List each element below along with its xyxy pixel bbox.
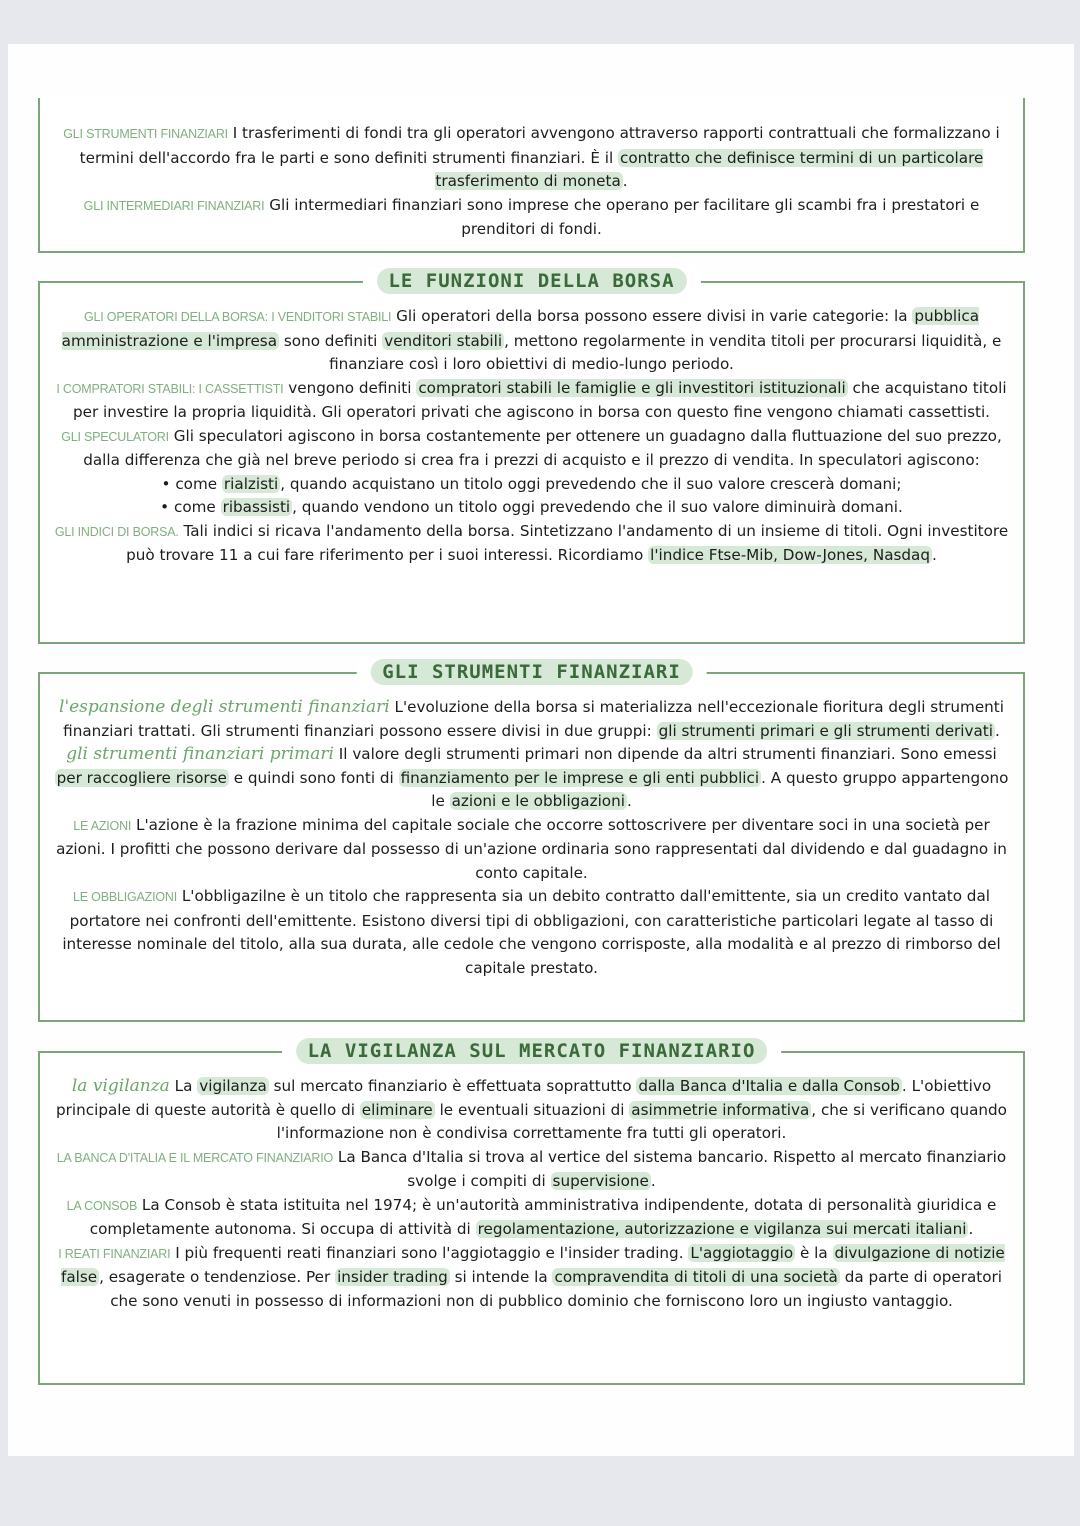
paragraph-banca-italia: LA BANCA D'ITALIA E IL MERCATO FINANZIARIO La Banca d'Italia si trova al vertice del sistema bancario. Rispetto al mercato finanziario svolge i compiti di supervisione . <box>56 1147 1007 1190</box>
paragraph-azioni: LE AZIONI L'azione è la frazione minima del capitale sociale che occorre sottoscrivere per diventare soci in una società per azioni. I profitti che possono derivare dal possesso di un'azione ordinaria sono rappresentati dal dividendo e dal guadagno in conto capitale. <box>56 815 1007 882</box>
section-title: LA VIGILANZA SUL MERCATO FINANZIARIO <box>282 1038 782 1064</box>
label: LE OBBLIGAZIONI <box>73 890 177 904</box>
paragraph-indici: GLI INDICI DI BORSA. Tali indici si ricava l'andamento della borsa. Sintetizzano l'andamento di un insieme di titoli. Ogni investitore può trovare 11 a cui fare riferimento per i suoi interessi. Ricordiamo l'indice Ftse-Mib, Dow-Jones, Nasdaq . <box>54 521 1009 564</box>
label: GLI INDICI DI BORSA. <box>54 524 179 539</box>
paragraph-strumenti: GLI STRUMENTI FINANZIARI I trasferimenti di fondi tra gli operatori avvengono attraverso rapporti contrattuali che formalizzano i termini dell'accordo fra le parti e sono definiti strumenti finanziari. È il contratto che definisce termini di un particolare trasferimento di moneta . <box>63 124 1000 190</box>
section-title: LE FUNZIONI DELLA BORSA <box>362 268 700 294</box>
label: LA BANCA D'ITALIA E IL MERCATO FINANZIARIO <box>56 1150 334 1165</box>
paragraph-reati: I REATI FINANZIARI I più frequenti reati finanziari sono l'aggiotaggio e l'insider trading. L'aggiotaggio è la divulgazione di notizie false , esagerate o tendenziose. Per insider trading si intende la compravendita di titoli di una società da parte di operatori che sono venuti in possesso di informazioni non di pubblico dominio che forniscono loro un ingiusto vantaggio. <box>58 1243 1005 1310</box>
script-heading: la vigilanza <box>71 1076 170 1096</box>
section-strumenti-finanziari <box>38 661 1025 1022</box>
label: GLI SPECULATORI <box>61 429 169 444</box>
section-vigilanza <box>38 1040 1025 1385</box>
highlight: contratto che definisce termini di un particolare trasferimento di moneta <box>435 148 984 190</box>
list-item: • come rialzisti , quando acquistano un titolo oggi prevedendo che il suo valore crescerà domani; <box>54 473 1009 497</box>
section-intro <box>38 98 1025 253</box>
speculator-list <box>54 473 1009 520</box>
paragraph-espansione: l'espansione degli strumenti finanziari L'evoluzione della borsa si materializza nell'eccezionale fioritura degli strumenti finanziari trattati. Gli strumenti finanziari possono essere divisi in due gruppi: gli strumenti primari e gli strumenti derivati . <box>59 697 1004 740</box>
label: LA CONSOB <box>66 1198 138 1213</box>
script-heading: gli strumenti finanziari primari <box>66 744 334 764</box>
paragraph-intermediari: GLI INTERMEDIARI FINANZIARI Gli intermediari finanziari sono imprese che operano per facilitare gli scambi fra i prestatori e prenditori di fondi. <box>83 195 980 238</box>
section-funzioni-borsa <box>38 270 1025 644</box>
document-page <box>8 44 1074 1456</box>
label: GLI OPERATORI DELLA BORSA: I VENDITORI STABILI <box>83 310 392 324</box>
section-title: GLI STRUMENTI FINANZIARI <box>356 659 707 685</box>
script-heading: l'espansione degli strumenti finanziari <box>59 697 390 717</box>
paragraph-obbligazioni: LE OBBLIGAZIONI L'obbligazilne è un titolo che rappresenta sia un debito contratto dall'emittente, sia un credito vantato dal portatore nei confronti dell'emittente. Esistono diversi tipi di obbligazioni, con caratteristiche particolari legate al tasso di interesse nominale del titolo, alla sua durata, alle cedole che vengono corrisposte, alla modalità e al prezzo di rimborso del capitale prestato. <box>62 887 1001 977</box>
label: I COMPRATORI STABILI: I CASSETTISTI <box>56 381 284 396</box>
label: LE AZIONI <box>73 818 132 833</box>
label: GLI INTERMEDIARI FINANZIARI <box>83 198 265 213</box>
label: I REATI FINANZIARI <box>58 1246 171 1261</box>
paragraph-primari: gli strumenti finanziari primari Il valore degli strumenti primari non dipende da altri strumenti finanziari. Sono emessi per raccogliere risorse e quindi sono fonti di finanziamento per le imprese e gli enti pubblici . A questo gruppo appartengono le azioni e le obbligazioni . <box>56 744 1009 810</box>
label: GLI STRUMENTI FINANZIARI <box>63 127 228 141</box>
paragraph-speculatori: GLI SPECULATORI Gli speculatori agiscono in borsa costantemente per ottenere un guadagno dalla fluttuazione del suo prezzo, dalla differenza che già nel breve periodo si crea fra i prezzi di acquisto e il prezzo di vendita. In speculatori agiscono: <box>61 426 1002 469</box>
paragraph-vigilanza: la vigilanza La vigilanza sul mercato finanziario è effettuata soprattutto dalla Banca d'Italia e dalla Consob . L'obiettivo principale di queste autorità è quello di eliminare le eventuali situazioni di asimmetrie informativa , che si verificano quando l'informazione non è condivisa correttamente fra tutti gli operatori. <box>56 1076 1007 1142</box>
paragraph-operatori: GLI OPERATORI DELLA BORSA: I VENDITORI STABILI Gli operatori della borsa possono essere divisi in varie categorie: la pubblica amministrazione e l'impresa sono definiti venditori stabili , mettono regolarmente in vendita titoli per procurarsi liquidità, e finanziare così i loro obiettivi di medio-lungo periodo. <box>61 307 1002 373</box>
paragraph-compratori: I COMPRATORI STABILI: I CASSETTISTI vengono definiti compratori stabili le famiglie e gli investitori istituzionali che acquistano titoli per investire la propria liquidità. Gli operatori privati che agiscono in borsa con questo fine vengono chiamati cassettisti. <box>56 378 1007 421</box>
list-item: • come ribassisti , quando vendono un titolo oggi prevedendo che il suo valore diminuirà domani. <box>54 496 1009 520</box>
paragraph-consob: LA CONSOB La Consob è stata istituita nel 1974; è un'autorità amministrativa indipendente, dotata di personalità giuridica e completamente autonoma. Si occupa di attività di regolamentazione, autorizzazione e vigilanza sui mercati italiani . <box>66 1195 997 1238</box>
